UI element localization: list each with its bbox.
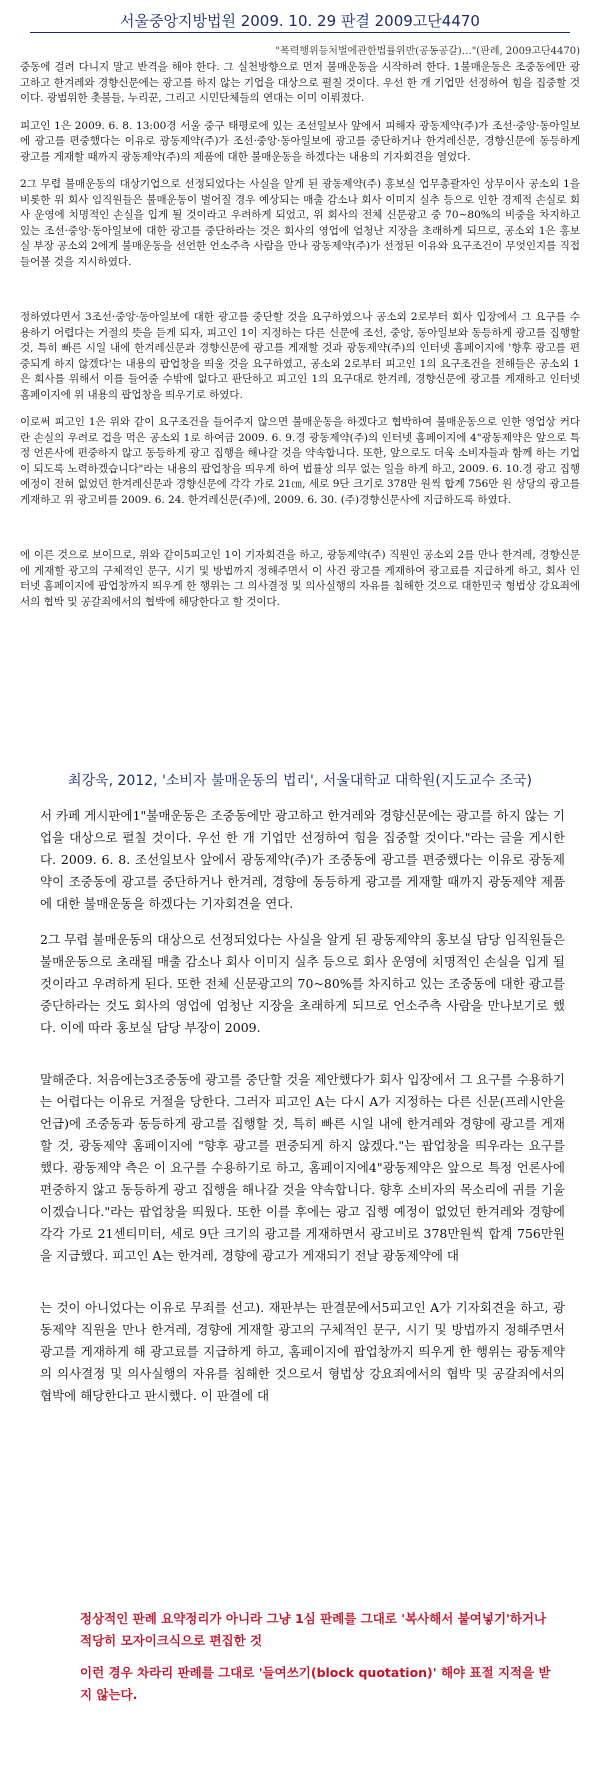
header-divider bbox=[30, 32, 570, 33]
judgment-paragraph: 피고인 1은 2009. 6. 8. 13:00경 서울 중구 태평로에 있는 조선일보사 앞에서 피해자 광동제약(주)가 조선·중앙·동아일보에 광고를 편중했다는 이유로 광동제약(주)가 조선·중앙·동아일보에 광고를 중단하거나 한겨레신문, 경향신문에 동등하게 광고를 게재할 때까지 광동제약(주)의 제품에 대한 불매운동을 하겠다는 내용의 기자회견을 열었다. bbox=[20, 119, 580, 163]
judgment-title: 서울중앙지방법원 2009. 10. 29 판결 2009고단4470 bbox=[120, 12, 480, 30]
thesis-header: 최강욱, 2012, '소비자 불매운동의 법리', 서울대학교 대학원(지도교수 조국) bbox=[68, 773, 532, 789]
judgment-paragraph: 2그 무렵 불매운동의 대상기업으로 선정되었다는 사실을 알게 된 광동제약(주) 홍보실 업무총괄자인 상무이사 공소외 1을 비롯한 위 회사 임직원들은 불매운동이 벌어질 경우 예상되는 매출 감소나 회사 이미지 실추 등으로 인한 경제적 손실로 회사 운영에 치명적인 손실을 입게 될 것이라고 우려하게 되었고, 위 회사의 전체 신문광고 중 70~80%의 비중을 차지하고 있는 조선·중앙·동아일보에 대한 광고를 중단하라는 것은 회사의 영업에 엄청난 지장을 초래하게 되므로, 공소외 1은 홍보실 부장 공소외 2에게 불매운동을 선언한 언소주측 사람을 만나 광동제약(주)가 선정된 이유와 요구조건이 무엇인지를 직접 들어볼 것을 지시하였다. bbox=[20, 178, 580, 268]
note-line: 정상적인 판례 요약정리가 아니라 그냥 1심 판례를 그대로 '복사해서 붙여넣기'하거나 적당히 모자이크식으로 편집한 것 bbox=[80, 1611, 547, 1648]
thesis-paragraph: 말해준다. 처음에는3조중동에 광고를 중단할 것을 제안했다가 회사 입장에서 그 요구를 수용하기는 어렵다는 이유로 거절을 당한다. 그러자 피고인 A는 다시 A가 지정하는 다른 신문(프레시안을 언급)에 조중동과 동등하게 광고를 집행할 것, 특히 빠른 시일 내에 한겨레와 경향에 광고를 게재할 것, 광동제약 홈페이지에 "향후 광고를 편중되게 하지 않겠다."는 팝업창을 띄우라는 요구를 했다. 광동제약 측은 이 요구를 수용하기로 하고, 홈페이지에4"광동제약은 앞으로 특정 언론사에 편중하지 않고 동등하게 광고 집행을 해나갈 것을 약속합니다. 향후 소비자의 목소리에 귀를 기울이겠습니다."라는 팝업창을 띄웠다. 또한 이를 후에는 광고 집행 예정이 없었던 한겨레와 경향에 각각 가로 21센티미터, 세로 9단 크기의 광고를 게재하면서 광고비로 378만원씩 합계 756만원을 지급했다. 피고인 A는 한겨레, 경향에 광고가 게재되기 전날 광동제약에 대 bbox=[40, 1072, 565, 1263]
judgment-paragraph: 정하였다면서 3조선·중앙·동아일보에 대한 광고를 중단할 것을 요구하였으나 공소외 2로부터 회사 입장에서 그 요구를 수용하기 어렵다는 거절의 뜻을 듣게 되자, 피고인 1이 지정하는 다른 신문에 조선, 중앙, 동아일보와 동등하게 광고를 집행할 것, 특히 빠른 시일 내에 한겨레신문과 경향신문에 광고를 게재할 것과 광동제약(주)의 인터넷 홈페이지에 '향후 광고를 편중되게 하지 않겠다'는 내용의 팝업창을 띄울 것을 요구하였고, 공소외 2로부터 피고인 1의 요구조건을 전해들은 공소외 1은 회사를 위해서 이를 들어줄 수밖에 없다고 판단하고 피고인 1의 요구대로 한겨레, 경향신문에 광고를 게재하고 인터넷 홈페이지에 위 내용의 팝업창을 띄우기로 하였다. bbox=[20, 311, 580, 401]
judgment-header bbox=[0, 0, 600, 31]
judgment-paragraph: 중동에 걸려 다니지 말고 반격을 해야 한다. 그 실천방향으로 먼저 불매운동을 시작하려 한다. 1불매운동은 조중동에만 광고하고 한겨레와 경향신문에는 광고를 하지 않는 기업을 대상으로 펼칠 것이다. 우선 한 개 기업만 선정하여 힘을 집중할 것이다. 광범위한 촛불들, 누리꾼, 그리고 시민단체들의 연대는 이미 이뤄졌다. bbox=[20, 61, 580, 104]
judgment-paragraph: 이로써 피고인 1은 위와 같이 요구조건을 들어주지 않으면 불매운동을 하겠다고 협박하여 불매운동으로 인한 영업상 커다란 손실의 우려로 겁을 먹은 공소외 1로 하여금 2009. 6. 9.경 광동제약(주)의 인터넷 홈페이지에 4"광동제약은 앞으로 특정 언론사에 편중하지 않고 동등하게 광고 집행을 해나갈 것을 약속합니다. 또한, 앞으로도 더욱 소비자들과 함께 하는 기업이 되도록 노력하겠습니다"라는 내용의 팝업창을 띄우게 하여 법률상 의무 없는 일을 하게 하고, 2009. 6. 10.경 광고 집행 예정이 전혀 없었던 한겨레신문과 경향신문에 각각 가로 21㎝, 세로 9단 크기로 378만 원씩 합계 756만 원 상당의 광고를 게재하고 위 광고비를 2009. 6. 24. 한겨레신문(주)에, 2009. 6. 30. (주)경향신문사에 지급하도록 하였다. bbox=[20, 416, 580, 506]
judgment-excerpt bbox=[20, 60, 580, 622]
judgment-caption: "폭력행위등처벌에관한법률위반(공동공갈)…"(판례, 2009고단4470) bbox=[275, 46, 580, 57]
thesis-excerpt bbox=[40, 805, 565, 1421]
spacer bbox=[20, 282, 580, 310]
thesis-paragraph: 2그 무렵 불매운동의 대상으로 선정되었다는 사실을 알게 된 광동제약의 홍보실 담당 임직원들은 불매운동으로 초래될 매출 감소나 회사 이미지 실추 등으로 회사 운영에 치명적인 손실을 입게 될 것이라고 우려하게 된다. 또한 전체 신문광고의 70~80%를 차지하고 있는 조중동에 대한 광고를 중단하라는 것도 회사의 영업에 엄청난 지장을 초래하게 되므로 언소주측 사람을 만나보기로 했다. 이에 따라 홍보실 담당 부장이 2009. bbox=[40, 932, 565, 1035]
thesis-paragraph: 는 것이 아니었다는 이유로 무죄를 선고). 재판부는 판결문에서5피고인 A가 기자회견을 하고, 광동제약 직원을 만나 한겨레, 경향에 게재할 광고의 구체적인 문구, 시기 및 방법까지 정해주면서 광고를 게재하게 해 광고료를 지급하게 하고, 홈페이지에 팝업창까지 띄우게 한 행위는 광동제약의 의사결정 및 의사실행의 자유를 침해한 것으로서 형법상 강요죄에서의 협박 및 공갈죄에서의 협박에 해당한다고 판시했다. 이 판결에 대 bbox=[40, 1300, 565, 1403]
plagiarism-note bbox=[80, 1608, 560, 1716]
judgment-paragraph: 에 이른 것으로 보이므로, 위와 같이5피고인 1이 기자회견을 하고, 광동제약(주) 직원인 공소외 2를 만나 한겨레, 경향신문에 게재할 광고의 구체적인 문구, 시기 및 방법까지 정해주면서 이 사건 광고를 게재하여 광고료를 지급하게 하고, 회사 인터넷 홈페이지에 팝업창까지 띄우게 한 행위는 그 의사결정 및 의사실행의 자유를 침해한 것으로 대한민국 형법상 강요죄에서의 협박 및 공갈죄에서의 협박에 해당한다고 할 것이다. bbox=[20, 549, 580, 608]
note-line: 이런 경우 차라리 판례를 그대로 '들여쓰기(block quotation)' 해야 표절 지적을 받지 않는다. bbox=[80, 1665, 551, 1702]
spacer bbox=[20, 520, 580, 548]
thesis-paragraph: 서 카페 게시판에1"불매운동은 조중동에만 광고하고 한겨레와 경향신문에는 광고를 하지 않는 기업을 대상으로 펼칠 것이다. 우선 한 개 기업만 선정하여 힘을 집중할 것이다."라는 글을 게시한다. 2009. 6. 8. 조선일보사 앞에서 광동제약(주)가 조중동에 광고를 편중했다는 이유로 광동제약이 조중동에 광고를 중단하거나 한겨레, 경향에 동등하게 광고를 게재할 때까지 광동제약 제품에 대한 불매운동을 하겠다는 기자회견을 연다. bbox=[40, 808, 565, 911]
